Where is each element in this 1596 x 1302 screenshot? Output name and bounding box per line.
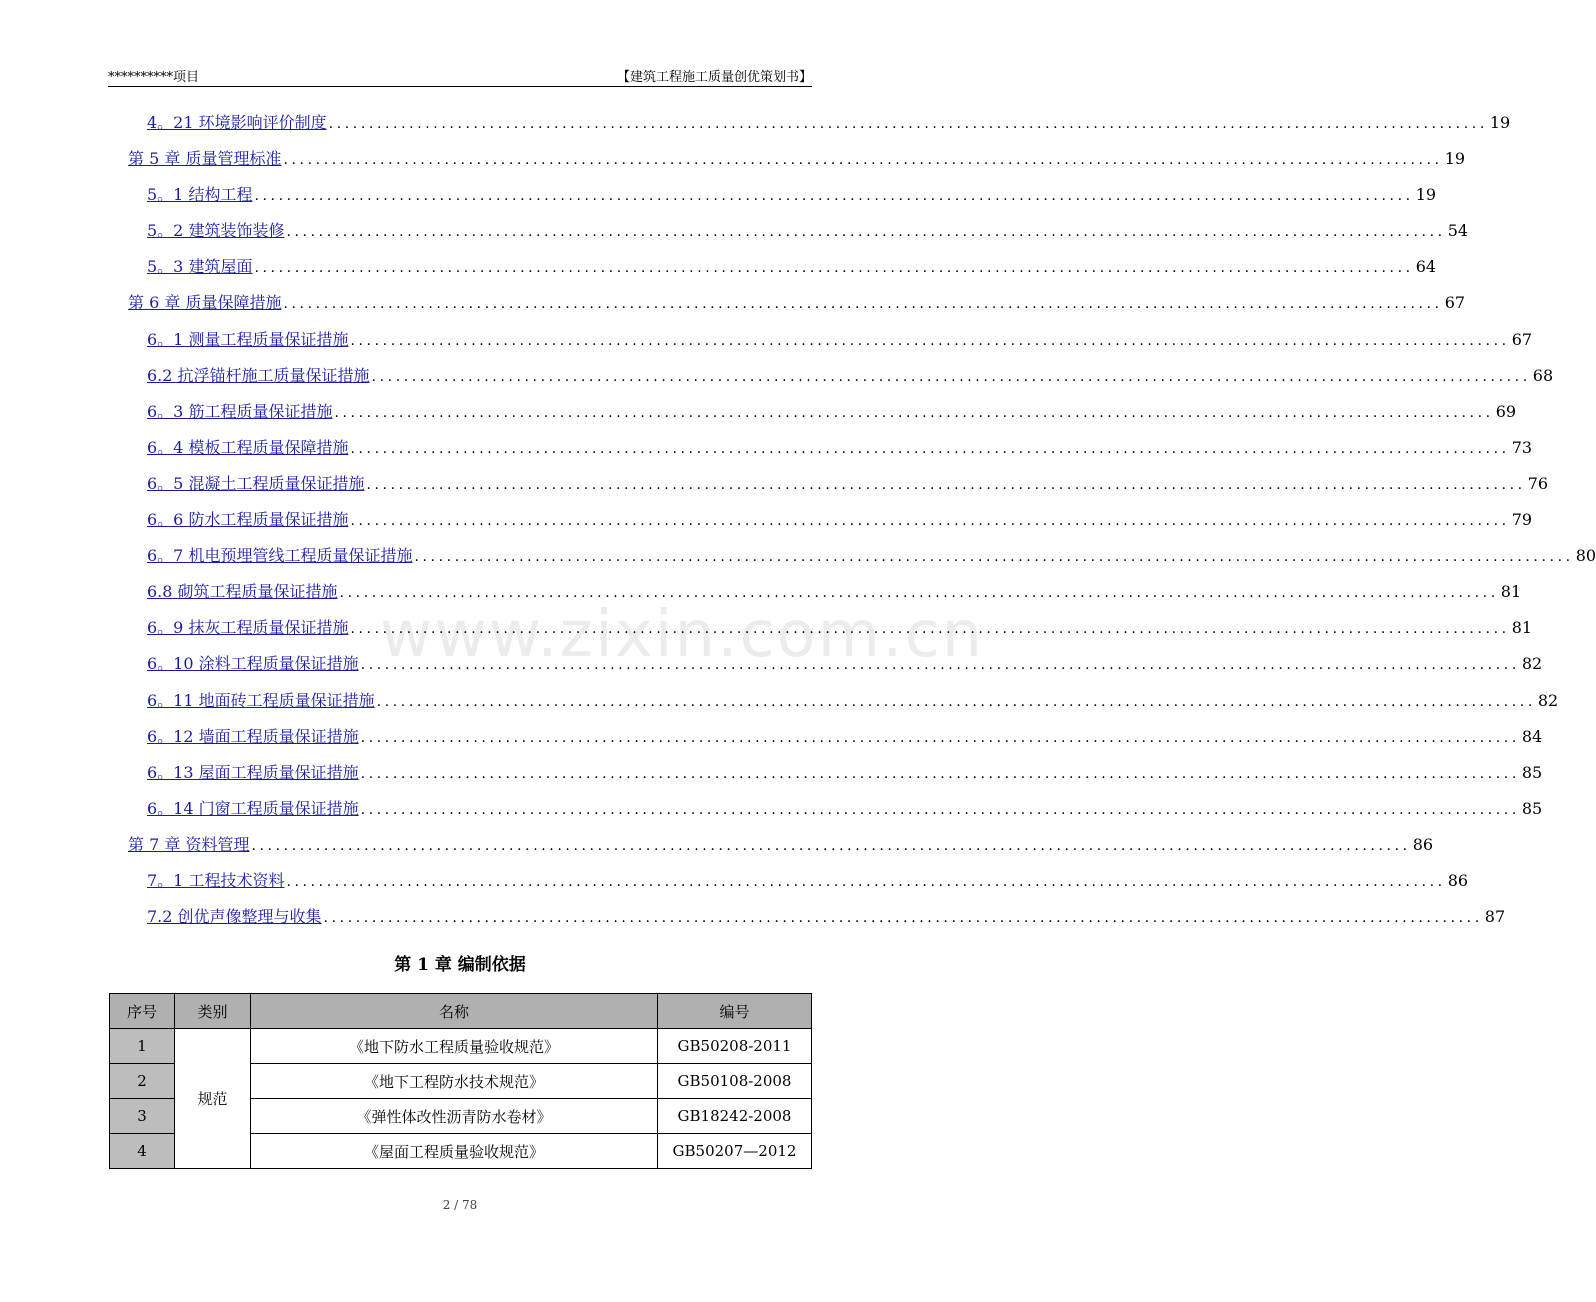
toc-page-number: 86: [1447, 870, 1469, 890]
toc-entry-line: [147, 798, 1543, 821]
toc-entry: [0, 503, 1533, 539]
table-header-row: [110, 994, 812, 1029]
page-header: [108, 66, 812, 87]
toc-leader-dots: [329, 113, 1488, 135]
toc-entry: [0, 395, 1517, 431]
row-index: 1: [110, 1029, 175, 1064]
toc-link[interactable]: 6。7 机电预埋管线工程质量保证措施: [147, 546, 413, 566]
toc-entry-line: [128, 292, 1466, 315]
toc-page-number: 19: [1415, 185, 1437, 205]
table-row: [110, 1029, 812, 1064]
toc-page-number: 67: [1444, 293, 1466, 313]
toc-link[interactable]: 6。10 涂料工程质量保证措施: [147, 654, 359, 674]
toc-link[interactable]: 6。14 门窗工程质量保证措施: [147, 798, 359, 818]
toc-entry: [0, 647, 1543, 683]
toc-entry-line: [147, 329, 1533, 352]
page-number: 2 / 78: [442, 1198, 478, 1212]
toc-page-number: 19: [1444, 149, 1466, 169]
toc-entry: [0, 611, 1533, 647]
row-index: 4: [110, 1134, 175, 1169]
toc-leader-dots: [350, 510, 1509, 532]
row-code: GB50108-2008: [658, 1064, 812, 1099]
toc-entry-line: [147, 726, 1543, 749]
toc-leader-dots: [324, 907, 1483, 929]
toc-entry: [0, 106, 1511, 142]
toc-page-number: 86: [1412, 834, 1434, 854]
row-index: 2: [110, 1064, 175, 1099]
toc-entry: [0, 467, 1549, 503]
toc-page-number: 81: [1511, 618, 1533, 638]
toc-entry-line: [147, 509, 1533, 532]
toc-entry-line: [128, 834, 1434, 857]
toc-link[interactable]: 6。11 地面砖工程质量保证措施: [147, 690, 375, 710]
toc-leader-dots: [350, 438, 1509, 460]
toc-page-number: 85: [1521, 762, 1543, 782]
toc-entry: [0, 178, 1437, 214]
toc-entry-line: [147, 906, 1506, 929]
toc-leader-dots: [254, 257, 1413, 279]
toc-entry-line: [147, 870, 1469, 893]
toc-link[interactable]: 5。3 建筑屋面: [147, 257, 253, 277]
toc-link[interactable]: 6。3 筋工程质量保证措施: [147, 401, 333, 421]
toc-page-number: 81: [1500, 582, 1522, 602]
toc-link[interactable]: 第 6 章 质量保障措施: [128, 293, 282, 313]
toc-page-number: 19: [1489, 113, 1511, 132]
chapter-title: 第 1 章 编制依据: [394, 955, 526, 975]
toc-entry-line: [147, 653, 1543, 676]
toc-leader-dots: [377, 691, 1536, 713]
toc-link[interactable]: 5。2 建筑装饰装修: [147, 221, 285, 241]
toc-leader-dots: [334, 402, 1493, 424]
toc-leader-dots: [372, 366, 1531, 388]
toc-entry: [0, 142, 1466, 178]
table-of-contents: [0, 106, 1596, 936]
row-code: GB50207—2012: [658, 1134, 812, 1169]
toc-link[interactable]: 6。5 混凝土工程质量保证措施: [147, 473, 365, 493]
row-name: 《地下防水工程质量验收规范》: [251, 1029, 658, 1064]
header-index: 序号: [110, 994, 175, 1029]
row-name: 《地下工程防水技术规范》: [251, 1064, 658, 1099]
toc-link[interactable]: 6。4 模板工程质量保障措施: [147, 437, 349, 457]
toc-page-number: 82: [1521, 654, 1543, 674]
toc-leader-dots: [366, 474, 1525, 496]
toc-link[interactable]: 6.2 抗浮锚杆施工质量保证措施: [147, 365, 370, 385]
toc-page-number: 64: [1415, 257, 1437, 277]
header-project: **********项目: [108, 70, 200, 85]
toc-leader-dots: [361, 654, 1520, 676]
toc-entry: [0, 539, 1596, 575]
toc-entry-line: [147, 112, 1511, 135]
toc-leader-dots: [286, 221, 1445, 243]
toc-entry: [0, 323, 1533, 359]
toc-entry: [0, 431, 1533, 467]
toc-page-number: 73: [1511, 437, 1533, 457]
header-code: 编号: [658, 994, 812, 1029]
toc-entry: [0, 756, 1543, 792]
toc-leader-dots: [283, 149, 1442, 171]
toc-leader-dots: [254, 185, 1413, 207]
toc-leader-dots: [350, 618, 1509, 640]
row-category: 规范: [175, 1029, 251, 1169]
toc-page-number: 67: [1511, 329, 1533, 349]
toc-leader-dots: [251, 835, 1410, 857]
toc-page-number: 84: [1521, 726, 1543, 746]
toc-link[interactable]: 6。12 墙面工程质量保证措施: [147, 726, 359, 746]
row-name: 《弹性体改性沥青防水卷材》: [251, 1099, 658, 1134]
toc-entry-line: [147, 401, 1517, 424]
row-code: GB50208-2011: [658, 1029, 812, 1064]
toc-page-number: 80: [1575, 546, 1596, 566]
toc-page-number: 54: [1447, 221, 1469, 241]
toc-entry: [0, 900, 1506, 936]
toc-link[interactable]: 5。1 结构工程: [147, 185, 253, 205]
toc-entry: [0, 575, 1522, 611]
toc-entry: [0, 792, 1543, 828]
toc-link[interactable]: 7。1 工程技术资料: [147, 870, 285, 890]
toc-entry: [0, 828, 1434, 864]
toc-entry-line: [147, 184, 1437, 207]
toc-leader-dots: [286, 871, 1445, 893]
toc-page-number: 85: [1521, 798, 1543, 818]
toc-entry-line: [147, 220, 1469, 243]
row-index: 3: [110, 1099, 175, 1134]
toc-link[interactable]: 7.2 创优声像整理与收集: [147, 907, 322, 927]
toc-link[interactable]: 6。13 屋面工程质量保证措施: [147, 762, 359, 782]
toc-link[interactable]: 6。9 抹灰工程质量保证措施: [147, 618, 349, 638]
toc-leader-dots: [361, 799, 1520, 821]
toc-page-number: 76: [1527, 473, 1549, 493]
toc-leader-dots: [340, 582, 1499, 604]
toc-entry-line: [147, 545, 1596, 568]
row-code: GB18242-2008: [658, 1099, 812, 1134]
toc-link[interactable]: 6。6 防水工程质量保证措施: [147, 510, 349, 530]
watermark: www.zixin.com.cn: [380, 598, 985, 672]
toc-leader-dots: [350, 330, 1509, 352]
toc-link[interactable]: 6。1 测量工程质量保证措施: [147, 329, 349, 349]
toc-page-number: 79: [1511, 510, 1533, 530]
toc-entry-line: [147, 581, 1522, 604]
toc-entry-line: [147, 365, 1554, 388]
toc-entry-line: [147, 473, 1549, 496]
toc-entry-line: [147, 437, 1533, 460]
toc-leader-dots: [283, 293, 1442, 315]
row-name: 《屋面工程质量验收规范》: [251, 1134, 658, 1169]
toc-leader-dots: [414, 546, 1573, 568]
toc-link[interactable]: 4。21 环境影响评价制度: [147, 113, 327, 132]
toc-entry-line: [147, 690, 1559, 713]
toc-entry-line: [147, 256, 1437, 279]
header-name: 名称: [251, 994, 658, 1029]
header-document-title: 【建筑工程施工质量创优策划书】: [616, 70, 812, 85]
toc-entry: [0, 864, 1469, 900]
reference-table: [109, 993, 812, 1169]
toc-leader-dots: [361, 763, 1520, 785]
toc-leader-dots: [361, 727, 1520, 749]
toc-entry: [0, 359, 1554, 395]
toc-link[interactable]: 第 5 章 质量管理标准: [128, 149, 282, 169]
toc-entry: [0, 250, 1437, 286]
toc-entry: [0, 684, 1559, 720]
toc-entry: [0, 214, 1469, 250]
toc-page-number: 87: [1484, 907, 1506, 927]
toc-entry-line: [128, 148, 1466, 171]
toc-page-number: 82: [1537, 690, 1559, 710]
toc-link[interactable]: 第 7 章 资料管理: [128, 834, 250, 854]
toc-entry-line: [147, 617, 1533, 640]
toc-entry-line: [147, 762, 1543, 785]
toc-entry: [0, 286, 1466, 322]
header-category: 类别: [175, 994, 251, 1029]
toc-page-number: 69: [1495, 401, 1517, 421]
toc-entry: [0, 720, 1543, 756]
toc-link[interactable]: 6.8 砌筑工程质量保证措施: [147, 582, 338, 602]
toc-page-number: 68: [1532, 365, 1554, 385]
